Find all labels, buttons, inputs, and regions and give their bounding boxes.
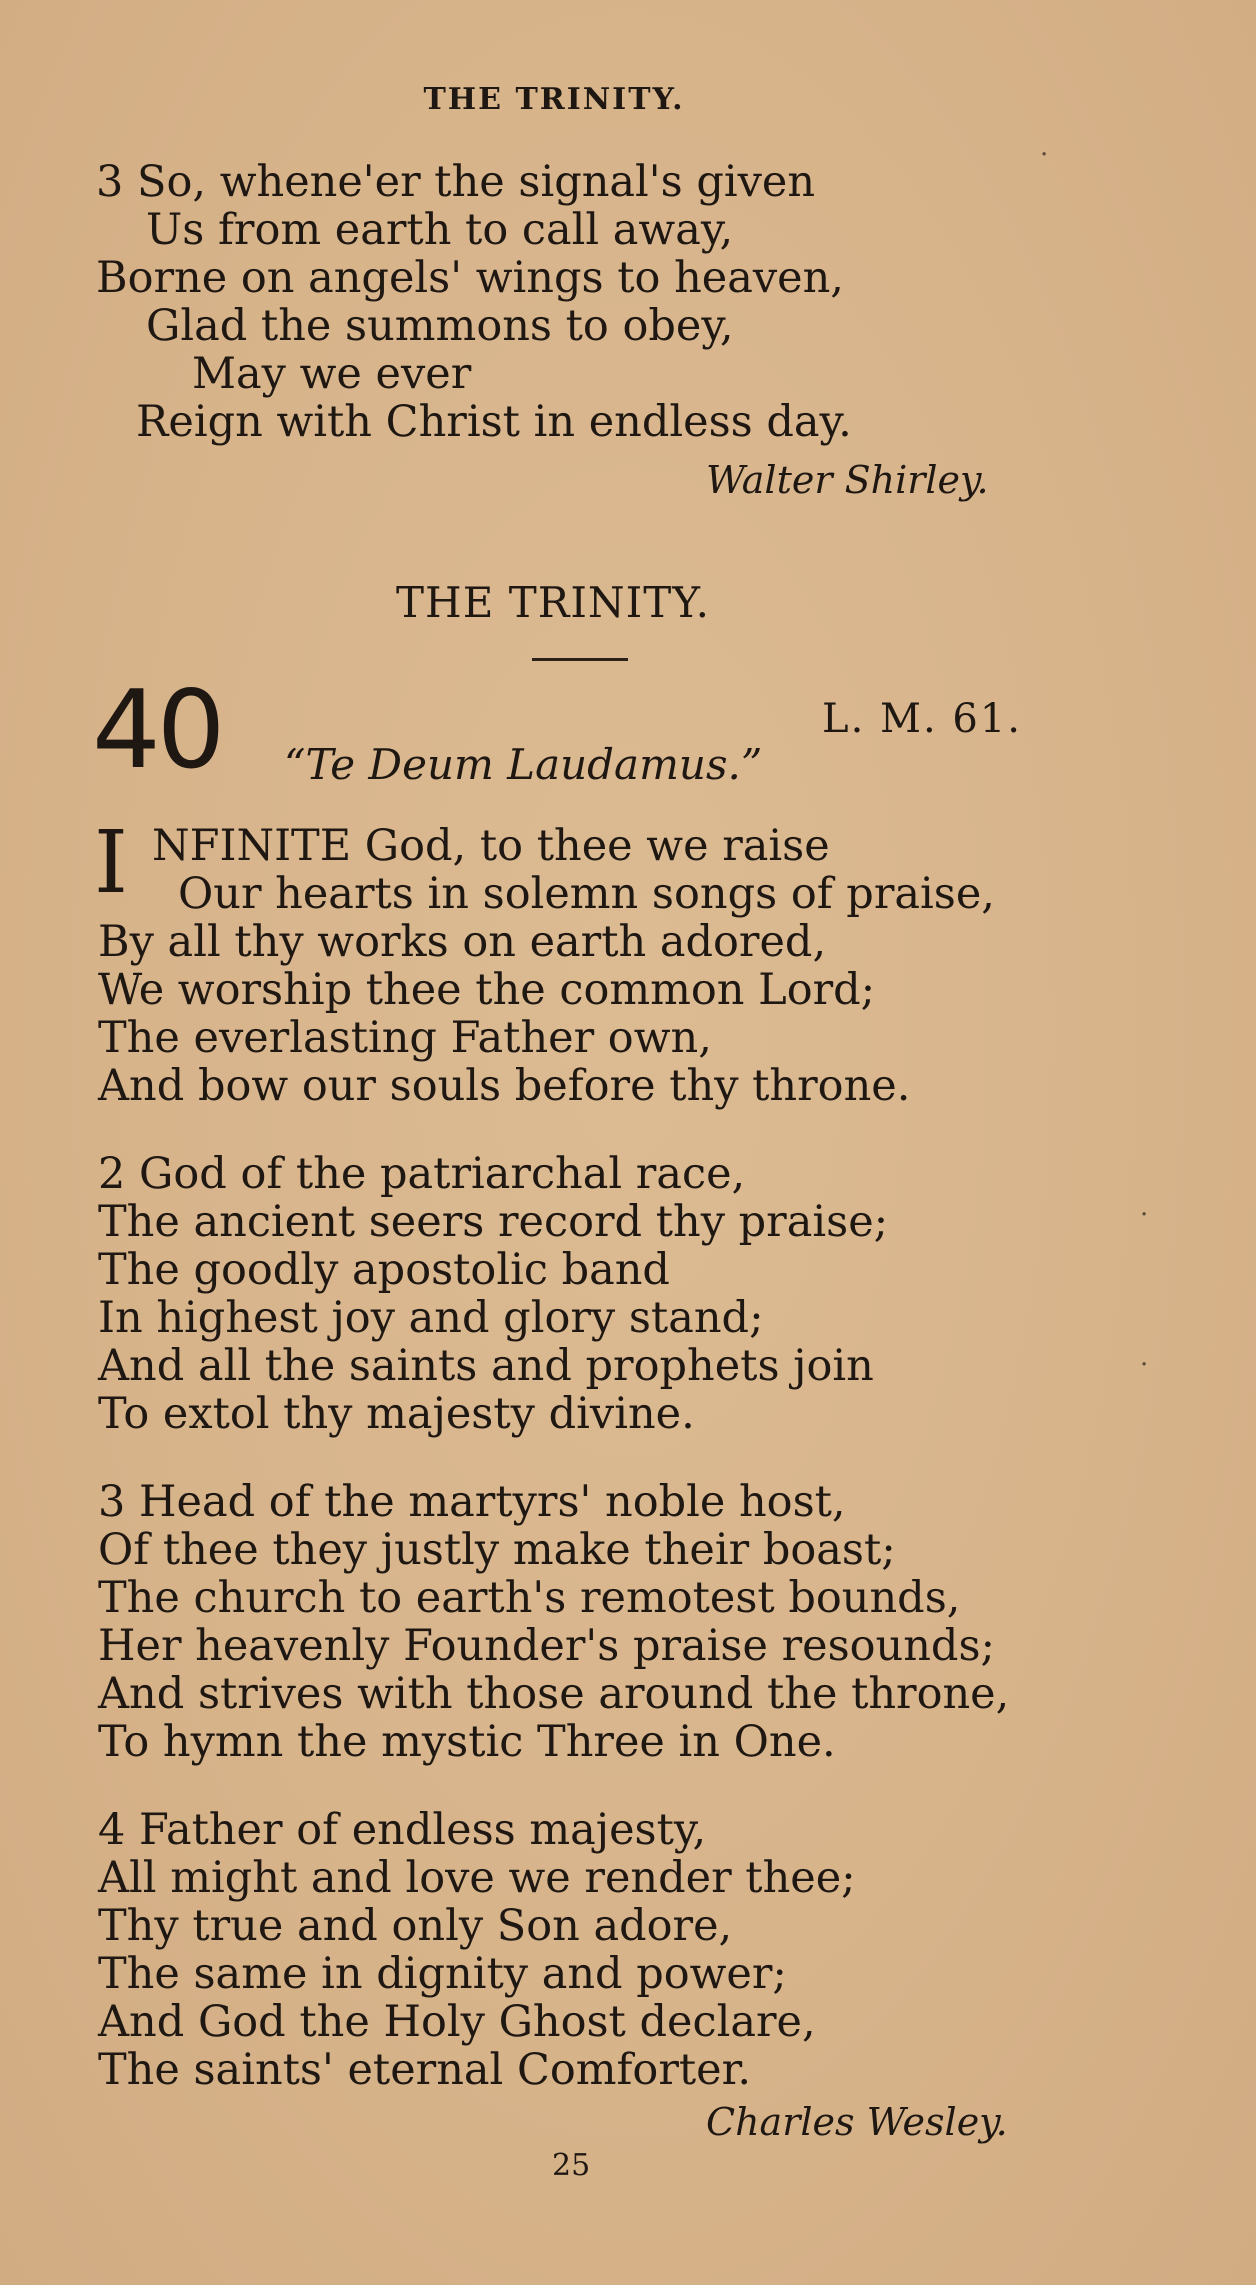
verse-line: Thy true and only Son adore, [98,1901,733,1951]
print-speck: · [1140,1350,1149,1380]
section-title: THE TRINITY. [396,578,710,627]
hymn-author: Charles Wesley. [706,2100,1008,2144]
verse-line: By all thy works on earth adored, [98,917,827,967]
verse-line: All might and love we render thee; [98,1853,856,1903]
verse-line: The goodly apostolic band [98,1245,670,1295]
hymn-meter: L. M. 61. [822,696,1022,742]
verse-line: NFINITE God, to thee we raise [152,821,830,871]
verse-line: Glad the summons to obey, [146,301,734,351]
verse-line: 4 Father of endless majesty, [98,1805,707,1855]
verse-line: And strives with those around the throne, [98,1669,1010,1719]
print-speck: · [1040,140,1049,170]
print-speck: · [1140,1200,1149,1230]
hymn-number: 40 [92,668,222,793]
verse-line: To hymn the mystic Three in One. [98,1717,836,1767]
verse-line: Of thee they justly make their boast; [98,1525,896,1575]
verse-line: The saints' eternal Comforter. [98,2045,752,2095]
running-head: THE TRINITY. [423,82,685,117]
verse-line: Borne on angels' wings to heaven, [96,253,844,303]
verse-line: 3 Head of the martyrs' noble host, [98,1477,846,1527]
verse-line: And God the Holy Ghost declare, [98,1997,816,2047]
hymn-tune-title: “Te Deum Laudamus.” [284,740,763,789]
verse-line: The everlasting Father own, [98,1013,712,1063]
verse-line: The church to earth's remotest bounds, [98,1573,961,1623]
verse-line: 3 So, whene'er the signal's given [96,157,816,207]
verse-line: Our hearts in solemn songs of praise, [178,869,995,919]
verse-line: We worship thee the common Lord; [98,965,876,1015]
section-divider [532,658,628,661]
verse-line: The ancient seers record thy praise; [98,1197,889,1247]
verse-line: To extol thy majesty divine. [98,1389,695,1439]
drop-cap: I [94,813,128,913]
page-number: 25 [552,2148,591,2183]
verse-line: In highest joy and glory stand; [98,1293,764,1343]
verse-line: Her heavenly Founder's praise resounds; [98,1621,996,1671]
verse-line: Reign with Christ in endless day. [136,397,852,447]
verse-line: May we ever [192,349,472,399]
verse-line: And all the saints and prophets join [98,1341,874,1391]
prev-hymn-author: Walter Shirley. [706,458,989,502]
verse-line: The same in dignity and power; [98,1949,787,1999]
verse-line: 2 God of the patriarchal race, [98,1149,746,1199]
verse-line: Us from earth to call away, [146,205,734,255]
verse-line: And bow our souls before thy throne. [98,1061,911,1111]
